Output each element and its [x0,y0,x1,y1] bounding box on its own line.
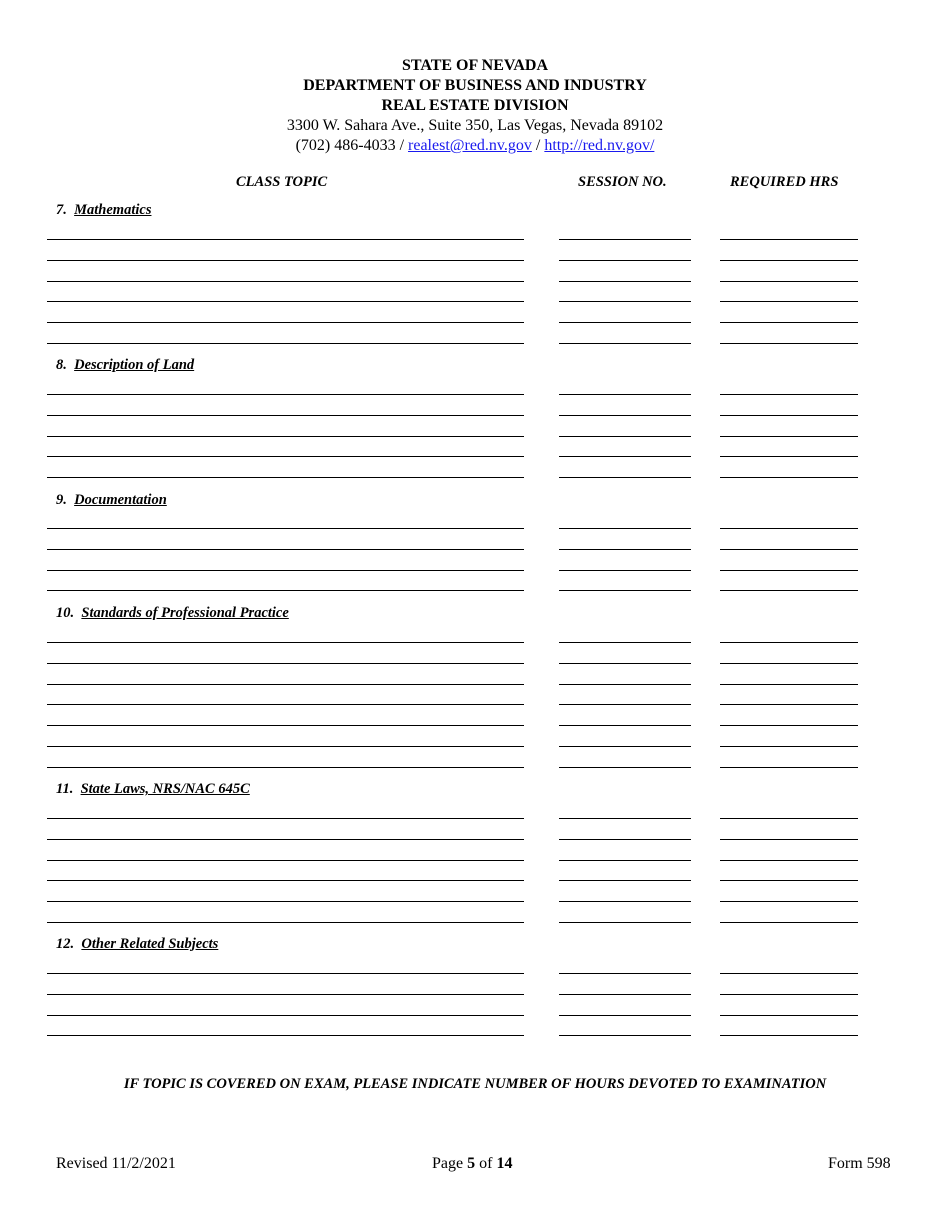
required-hrs-line[interactable] [720,239,858,240]
class-topic-line[interactable] [47,1035,524,1036]
section-number: 12. [56,936,75,952]
required-hrs-line[interactable] [720,394,858,395]
required-hrs-line[interactable] [720,642,858,643]
section-title [56,202,151,219]
column-header-required-hrs: REQUIRED HRS [730,174,839,190]
class-topic-line[interactable] [47,663,524,664]
required-hrs-line[interactable] [720,436,858,437]
header-address: 3300 W. Sahara Ave., Suite 350, Las Vegas, Nevada 89102 [286,117,664,134]
header-contact [0,136,950,156]
session-no-line[interactable] [559,570,691,571]
required-hrs-line[interactable] [720,343,858,344]
section-label: State Laws, NRS/NAC 645C [80,781,250,797]
required-hrs-line[interactable] [720,570,858,571]
website-link[interactable]: http://red.nv.gov/ [544,137,655,154]
footer-page-word: Page [432,1155,464,1172]
class-topic-line[interactable] [47,549,524,550]
section-label: Standards of Professional Practice [81,605,289,621]
class-topic-line[interactable] [47,281,524,282]
class-topic-line[interactable] [47,642,524,643]
session-no-line[interactable] [559,1035,691,1036]
required-hrs-line[interactable] [720,746,858,747]
section-number: 8. [56,357,67,373]
session-no-line[interactable] [559,281,691,282]
section-title [56,936,218,953]
header-division: REAL ESTATE DIVISION [381,97,569,114]
class-topic-line[interactable] [47,456,524,457]
session-no-line[interactable] [559,994,691,995]
session-no-line[interactable] [559,880,691,881]
class-topic-line[interactable] [47,590,524,591]
session-no-line[interactable] [559,239,691,240]
class-topic-line[interactable] [47,343,524,344]
footer-revised: Revised 11/2/2021 [56,1155,176,1172]
session-no-line[interactable] [559,839,691,840]
required-hrs-line[interactable] [720,880,858,881]
session-no-line[interactable] [559,704,691,705]
session-no-line[interactable] [559,860,691,861]
required-hrs-line[interactable] [720,725,858,726]
required-hrs-line[interactable] [720,922,858,923]
header-phone: (702) 486-4033 [295,137,396,154]
column-header-class-topic: CLASS TOPIC [236,174,328,190]
session-no-line[interactable] [559,456,691,457]
header-department: DEPARTMENT OF BUSINESS AND INDUSTRY [303,77,647,94]
class-topic-line[interactable] [47,394,524,395]
required-hrs-line[interactable] [720,590,858,591]
required-hrs-line[interactable] [720,818,858,819]
section-label: Mathematics [74,202,152,218]
session-no-line[interactable] [559,394,691,395]
section-number: 10. [56,605,75,621]
required-hrs-line[interactable] [720,767,858,768]
required-hrs-line[interactable] [720,477,858,478]
section-title [56,492,167,509]
required-hrs-line[interactable] [720,415,858,416]
required-hrs-line[interactable] [720,1035,858,1036]
session-no-line[interactable] [559,436,691,437]
section-title [56,781,250,798]
class-topic-line[interactable] [47,260,524,261]
class-topic-line[interactable] [47,477,524,478]
required-hrs-line[interactable] [720,860,858,861]
session-no-line[interactable] [559,746,691,747]
footer-page-total: 14 [496,1155,513,1172]
column-header-session-no: SESSION NO. [578,174,667,190]
session-no-line[interactable] [559,528,691,529]
session-no-line[interactable] [559,590,691,591]
required-hrs-line[interactable] [720,281,858,282]
session-no-line[interactable] [559,767,691,768]
required-hrs-line[interactable] [720,973,858,974]
class-topic-line[interactable] [47,415,524,416]
footer-form-number: Form 598 [828,1155,891,1172]
class-topic-line[interactable] [47,922,524,923]
section-number: 9. [56,492,67,508]
required-hrs-line[interactable] [720,994,858,995]
required-hrs-line[interactable] [720,1015,858,1016]
session-no-line[interactable] [559,549,691,550]
class-topic-line[interactable] [47,994,524,995]
session-no-line[interactable] [559,642,691,643]
required-hrs-line[interactable] [720,528,858,529]
session-no-line[interactable] [559,260,691,261]
required-hrs-line[interactable] [720,901,858,902]
section-number: 11. [56,781,74,797]
session-no-line[interactable] [559,477,691,478]
class-topic-line[interactable] [47,239,524,240]
section-title [56,605,289,622]
required-hrs-line[interactable] [720,549,858,550]
class-topic-line[interactable] [47,818,524,819]
header-separator: / [395,137,409,154]
session-no-line[interactable] [559,322,691,323]
class-topic-line[interactable] [47,839,524,840]
header-separator-2: / [531,137,545,154]
required-hrs-line[interactable] [720,704,858,705]
footer-of-word: of [479,1155,493,1172]
session-no-line[interactable] [559,818,691,819]
section-label: Description of Land [74,357,195,373]
class-topic-line[interactable] [47,684,524,685]
session-no-line[interactable] [559,684,691,685]
class-topic-line[interactable] [47,901,524,902]
class-topic-line[interactable] [47,704,524,705]
required-hrs-line[interactable] [720,839,858,840]
session-no-line[interactable] [559,1015,691,1016]
exam-hours-note: IF TOPIC IS COVERED ON EXAM, PLEASE INDICATE NUMBER OF HOURS DEVOTED TO EXAMINATION [123,1076,827,1092]
class-topic-line[interactable] [47,880,524,881]
required-hrs-line[interactable] [720,301,858,302]
section-title [56,357,194,374]
session-no-line[interactable] [559,901,691,902]
class-topic-line[interactable] [47,860,524,861]
session-no-line[interactable] [559,343,691,344]
required-hrs-line[interactable] [720,663,858,664]
section-label: Documentation [74,492,167,508]
class-topic-line[interactable] [47,322,524,323]
class-topic-line[interactable] [47,528,524,529]
class-topic-line[interactable] [47,725,524,726]
session-no-line[interactable] [559,922,691,923]
required-hrs-line[interactable] [720,456,858,457]
section-label: Other Related Subjects [81,936,219,952]
class-topic-line[interactable] [47,436,524,437]
class-topic-line[interactable] [47,301,524,302]
class-topic-line[interactable] [47,973,524,974]
email-link[interactable]: realest@red.nv.gov [408,137,532,154]
class-topic-line[interactable] [47,767,524,768]
session-no-line[interactable] [559,415,691,416]
footer-page-number [432,1155,512,1173]
required-hrs-line[interactable] [720,260,858,261]
session-no-line[interactable] [559,301,691,302]
document-header [0,56,950,156]
required-hrs-line[interactable] [720,322,858,323]
section-number: 7. [56,202,67,218]
session-no-line[interactable] [559,725,691,726]
session-no-line[interactable] [559,663,691,664]
class-topic-line[interactable] [47,746,524,747]
class-topic-line[interactable] [47,1015,524,1016]
required-hrs-line[interactable] [720,684,858,685]
footer-page-current: 5 [467,1155,476,1172]
header-state: STATE OF NEVADA [401,57,549,74]
class-topic-line[interactable] [47,570,524,571]
session-no-line[interactable] [559,973,691,974]
